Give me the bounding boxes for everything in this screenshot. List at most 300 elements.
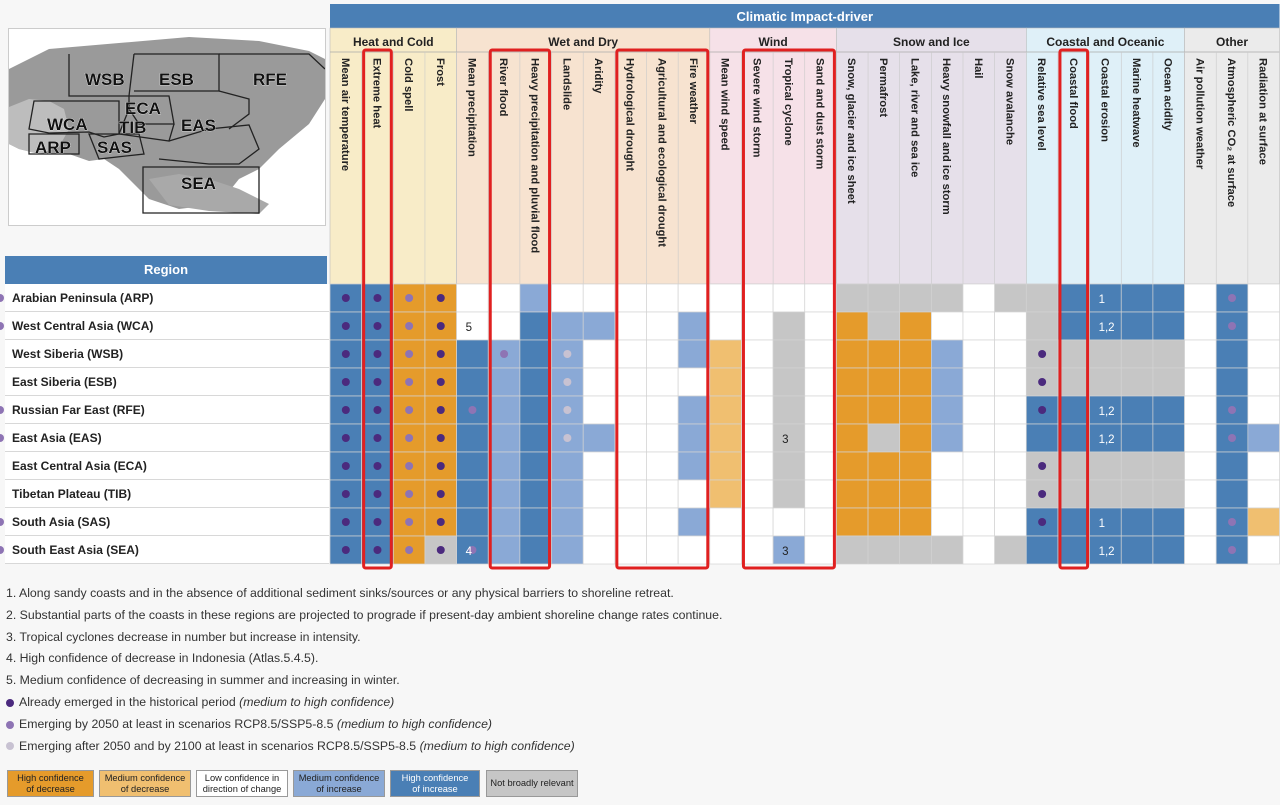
column-label: Agricultural and ecological drought [655,58,668,247]
matrix-cell [1121,396,1153,424]
column-label: Coastal erosion [1098,58,1111,142]
matrix-cell [805,340,837,368]
column-label: Marine heatwave [1130,58,1143,148]
emergence-dot [1228,518,1236,526]
matrix-cell [457,284,489,312]
emergence-dot [373,294,381,302]
matrix-cell [1153,424,1185,452]
matrix-cell [995,312,1027,340]
emergence-dot [1038,518,1046,526]
emergence-dot [405,518,413,526]
emergence-dot [0,406,4,414]
matrix-cell [1153,312,1185,340]
color-legend [0,770,1280,798]
matrix-title: Climatic Impact-driver [736,9,874,24]
matrix-cell [457,480,489,508]
matrix-cell [963,312,995,340]
group-label: Other [1216,35,1249,49]
matrix-cell [1121,508,1153,536]
emergence-dot [405,546,413,554]
matrix-cell [931,508,963,536]
matrix-cell [773,312,805,340]
matrix-cell [773,340,805,368]
matrix-cell [868,452,900,480]
emergence-dot [342,350,350,358]
matrix-cell [1121,284,1153,312]
matrix-cell [710,284,742,312]
matrix-cell [1185,424,1217,452]
matrix-cell [488,312,520,340]
matrix-cell [615,312,647,340]
matrix-cell [741,536,773,564]
map-label: EAS [181,116,216,135]
map-label: ARP [35,138,71,157]
matrix-cell [1090,480,1122,508]
matrix-cell [678,396,710,424]
column-label: Fire weather [686,58,699,124]
region-row-label: West Siberia (WSB) [5,340,329,368]
matrix-cell [583,536,615,564]
emergence-dot [342,322,350,330]
matrix-cell [995,424,1027,452]
map-label: ESB [159,70,194,89]
matrix-cell [836,452,868,480]
emergence-dot [1228,406,1236,414]
matrix-cell [678,284,710,312]
emergence-dot [437,434,445,442]
emergence-dot [373,462,381,470]
column-label: Lake, river and sea ice [908,58,921,178]
matrix-cell [457,340,489,368]
column-label: Hydrological drought [623,58,636,172]
emergence-dot [405,350,413,358]
matrix-cell [647,312,679,340]
emergence-dot [437,462,445,470]
matrix-cell [741,480,773,508]
matrix-cell [1058,536,1090,564]
matrix-cell [931,452,963,480]
matrix-cell [647,452,679,480]
matrix-cell [805,424,837,452]
column-label: Ocean acidity [1161,58,1174,131]
matrix-cell [678,340,710,368]
dot-legend-item [6,692,722,714]
emergence-dot [437,406,445,414]
legend-high-decrease [7,770,94,797]
matrix-cell [520,508,552,536]
dot-legend-text: Emerging by 2050 at least in scenarios RCP8.5/SSP5-8.5 [19,716,337,731]
footnote: 2. Substantial parts of the coasts in these regions are projected to prograde if present-day ambient shoreline change rates continue. [6,607,723,622]
matrix-cell [995,508,1027,536]
footnote: 1. Along sandy coasts and in the absence of additional sediment sinks/sources or any physical barriers to shoreline retreat. [6,586,674,600]
matrix-cell [1090,508,1122,536]
matrix-cell [741,284,773,312]
emergence-dot [342,462,350,470]
matrix-cell [583,508,615,536]
matrix-cell [615,452,647,480]
matrix-cell [457,508,489,536]
matrix-cell [520,424,552,452]
map-label: ECA [125,99,161,118]
matrix-cell [1026,284,1058,312]
matrix-cell [931,396,963,424]
matrix-cell [1026,536,1058,564]
emergence-dot [342,490,350,498]
region-row-label: Russian Far East (RFE) [5,396,329,424]
emergence-dot [405,490,413,498]
column-label: Atmospheric CO₂ at surface [1225,58,1238,208]
matrix-cell [678,424,710,452]
legend-text: Medium confidence [298,772,380,783]
matrix-cell [710,340,742,368]
matrix-cell [1058,480,1090,508]
matrix-cell [1153,508,1185,536]
matrix-cell [488,508,520,536]
region-row-label: Arabian Peninsula (ARP) [5,284,329,312]
emergence-dot [373,378,381,386]
footnote: 4. High confidence of decrease in Indonesia (Atlas.5.4.5). [6,651,319,666]
map-label: TIB [119,118,147,137]
matrix-cell [1121,536,1153,564]
matrix-cell [678,312,710,340]
matrix-cell [1185,368,1217,396]
matrix-cell [868,284,900,312]
matrix-cell [805,368,837,396]
emergence-dot [437,378,445,386]
emergence-dot [1228,322,1236,330]
matrix-cell [1248,312,1280,340]
legend-low-confidence [196,770,288,797]
matrix-cell [836,536,868,564]
matrix-cell [900,536,932,564]
column-label: Snow, glacier and ice sheet [845,58,858,204]
matrix-cell [773,508,805,536]
emergence-dot [563,434,571,442]
matrix-cell [741,424,773,452]
matrix-cell [1248,284,1280,312]
matrix-cell [1185,536,1217,564]
matrix-cell [868,396,900,424]
matrix-cell [1248,396,1280,424]
matrix-cell [710,396,742,424]
column-label: Aridity [592,58,605,94]
emergence-dot [342,378,350,386]
matrix-cell [773,396,805,424]
matrix-cell [678,452,710,480]
matrix-cell [900,284,932,312]
matrix-cell [615,508,647,536]
matrix-cell [1248,452,1280,480]
matrix-cell [1185,480,1217,508]
emergence-dot [468,406,476,414]
matrix-cell [805,284,837,312]
matrix-cell [773,368,805,396]
column-label: Sand and dust storm [813,58,826,170]
group-label: Coastal and Oceanic [1046,35,1165,49]
matrix-cell [773,480,805,508]
asia-map-image [9,29,325,225]
column-label: Heavy precipitation and pluvial flood [528,58,541,254]
matrix-cell [963,452,995,480]
cell-footnote-marker: 4 [465,546,473,558]
matrix-cell [1058,368,1090,396]
matrix-cell [741,368,773,396]
matrix-cell [678,536,710,564]
matrix-cell [773,536,805,564]
emergence-dot [563,378,571,386]
matrix-cell [520,284,552,312]
matrix-cell [741,508,773,536]
matrix-cell [1248,536,1280,564]
matrix-cell [836,508,868,536]
matrix-cell [931,312,963,340]
emergence-dot [0,434,4,442]
emergence-dot [563,350,571,358]
matrix-cell [931,340,963,368]
emergence-dot [373,546,381,554]
matrix-cell [805,312,837,340]
matrix-cell [805,396,837,424]
cell-footnote-marker: 1,2 [1098,406,1115,418]
matrix-cell [963,536,995,564]
matrix-cell [583,284,615,312]
matrix-cell [931,536,963,564]
dot-legend-text: Emerging after 2050 and by 2100 at least in scenarios RCP8.5/SSP5-8.5 [19,738,420,753]
column-label: Tropical cyclone [781,58,794,146]
matrix-cell [1185,284,1217,312]
medium-dot-icon [6,721,14,729]
column-label: Hail [971,58,984,79]
emergence-dot [1038,462,1046,470]
column-label: Mean precipitation [465,58,478,157]
matrix-cell [552,312,584,340]
matrix-cell [900,424,932,452]
matrix-cell [1216,480,1248,508]
matrix-cell [583,396,615,424]
matrix-cell [1185,312,1217,340]
legend-text: Not broadly relevant [490,778,574,788]
matrix-cell [963,368,995,396]
matrix-cell [995,368,1027,396]
matrix-cell [678,508,710,536]
matrix-cell [1090,340,1122,368]
matrix-cell [963,340,995,368]
matrix-cell [1058,424,1090,452]
matrix-cell [520,396,552,424]
matrix-cell [552,536,584,564]
map-label: SAS [97,138,132,157]
emergence-dot [405,378,413,386]
map-label: WCA [47,115,88,134]
matrix-cell [836,340,868,368]
matrix-cell [1153,368,1185,396]
matrix-cell [583,340,615,368]
matrix-cell [520,536,552,564]
emergence-dot [500,350,508,358]
emergence-dot [563,406,571,414]
emergence-dot [1228,434,1236,442]
matrix-cell [868,340,900,368]
column-label: Air pollution weather [1193,58,1206,170]
matrix-cell [488,284,520,312]
emergence-dot [437,350,445,358]
matrix-cell [710,368,742,396]
matrix-cell [1121,340,1153,368]
matrix-cell [995,396,1027,424]
emergence-dot [405,294,413,302]
matrix-cell [1248,508,1280,536]
matrix-cell [1026,312,1058,340]
column-label: Relative sea level [1035,58,1048,151]
matrix-cell [836,396,868,424]
emergence-dot [1038,378,1046,386]
matrix-cell [1153,396,1185,424]
matrix-cell [583,312,615,340]
matrix-cell [1185,340,1217,368]
column-label: Mean air temperature [338,58,351,172]
matrix-cell [868,480,900,508]
matrix-cell [1058,284,1090,312]
cell-footnote-marker: 1 [1098,294,1106,306]
emergence-dot [373,434,381,442]
matrix-cell [457,452,489,480]
matrix-cell [995,284,1027,312]
emergence-dot [373,490,381,498]
matrix-cell [1185,396,1217,424]
matrix-cell [1121,452,1153,480]
cell-footnote-marker: 3 [782,546,789,558]
emergence-dot [405,322,413,330]
legend-not-relevant [486,770,578,797]
matrix-cell [488,480,520,508]
matrix-cell [615,340,647,368]
cell-footnote-marker: 1,2 [1098,546,1115,558]
cell-footnote-marker: 5 [465,322,473,334]
matrix-cell [900,312,932,340]
dark-dot-icon [6,699,14,707]
emergence-dot [0,322,4,330]
emergence-dot [373,350,381,358]
matrix-cell [647,536,679,564]
matrix-cell [963,508,995,536]
matrix-cell [805,480,837,508]
column-label: Severe wind storm [750,58,763,158]
cell-footnote-marker: 1,2 [1098,322,1115,334]
matrix-cell [710,312,742,340]
matrix-cell [900,396,932,424]
matrix-cell [773,452,805,480]
matrix-cell [741,340,773,368]
matrix-cell [583,424,615,452]
matrix-cell [836,424,868,452]
legend-text: of decrease [26,783,75,794]
matrix-cell [900,368,932,396]
emergence-dot [342,294,350,302]
region-row-label: East Central Asia (ECA) [5,452,329,480]
matrix-cell [1090,368,1122,396]
legend-high-increase [390,770,480,797]
matrix-cell [615,536,647,564]
group-label: Wind [758,35,788,49]
region-row-label: Tibetan Plateau (TIB) [5,480,329,508]
matrix-cell [1185,452,1217,480]
column-label: Snow avalanche [1003,58,1016,146]
region-row-label: South Asia (SAS) [5,508,329,536]
emergence-dot [373,406,381,414]
matrix-cell [900,480,932,508]
matrix-cell [1121,312,1153,340]
footnotes [6,583,722,757]
matrix-cell [741,452,773,480]
matrix-cell [931,480,963,508]
matrix-cell [1248,368,1280,396]
matrix-cell [520,452,552,480]
emergence-dot [1038,406,1046,414]
matrix-cell [520,368,552,396]
column-label: Coastal flood [1066,58,1079,129]
matrix-cell [1058,340,1090,368]
matrix-cell [583,480,615,508]
region-row-label: East Siberia (ESB) [5,368,329,396]
matrix-cell [836,284,868,312]
matrix-cell [583,368,615,396]
emergence-dot [373,322,381,330]
emergence-dot [405,434,413,442]
matrix-cell [1058,452,1090,480]
legend-text: of decrease [120,783,170,794]
matrix-cell [710,452,742,480]
matrix-cell [963,284,995,312]
matrix-cell [1058,396,1090,424]
matrix-cell [836,368,868,396]
region-column-header [5,256,327,284]
emergence-dot [1228,294,1236,302]
matrix-cell [1153,536,1185,564]
matrix-cell [995,340,1027,368]
matrix-cell [1248,340,1280,368]
matrix-cell [900,508,932,536]
matrix-cell [488,396,520,424]
matrix-cell [488,536,520,564]
cell-footnote-marker: 1,2 [1098,434,1115,446]
group-label: Snow and Ice [893,35,970,49]
footnote: 5. Medium confidence of decreasing in summer and increasing in winter. [6,673,400,688]
matrix-cell [868,424,900,452]
emergence-dot [342,434,350,442]
region-row-label: South East Asia (SEA) [5,536,329,564]
matrix-cell [963,424,995,452]
matrix-cell [647,284,679,312]
matrix-cell [457,312,489,340]
matrix-cell [931,284,963,312]
matrix-cell [552,284,584,312]
legend-text: of increase [316,783,362,794]
matrix-cell [615,396,647,424]
emergence-dot [437,518,445,526]
emergence-dot [0,294,4,302]
matrix-cell [1216,368,1248,396]
matrix-cell [520,480,552,508]
emergence-dot [1038,350,1046,358]
matrix-cell [1248,480,1280,508]
matrix-cell [868,312,900,340]
matrix-cell [457,368,489,396]
matrix-cell [868,536,900,564]
matrix-cell [741,312,773,340]
map-label: WSB [85,70,125,89]
matrix-cell [1153,480,1185,508]
region-row-label: West Central Asia (WCA) [5,312,329,340]
